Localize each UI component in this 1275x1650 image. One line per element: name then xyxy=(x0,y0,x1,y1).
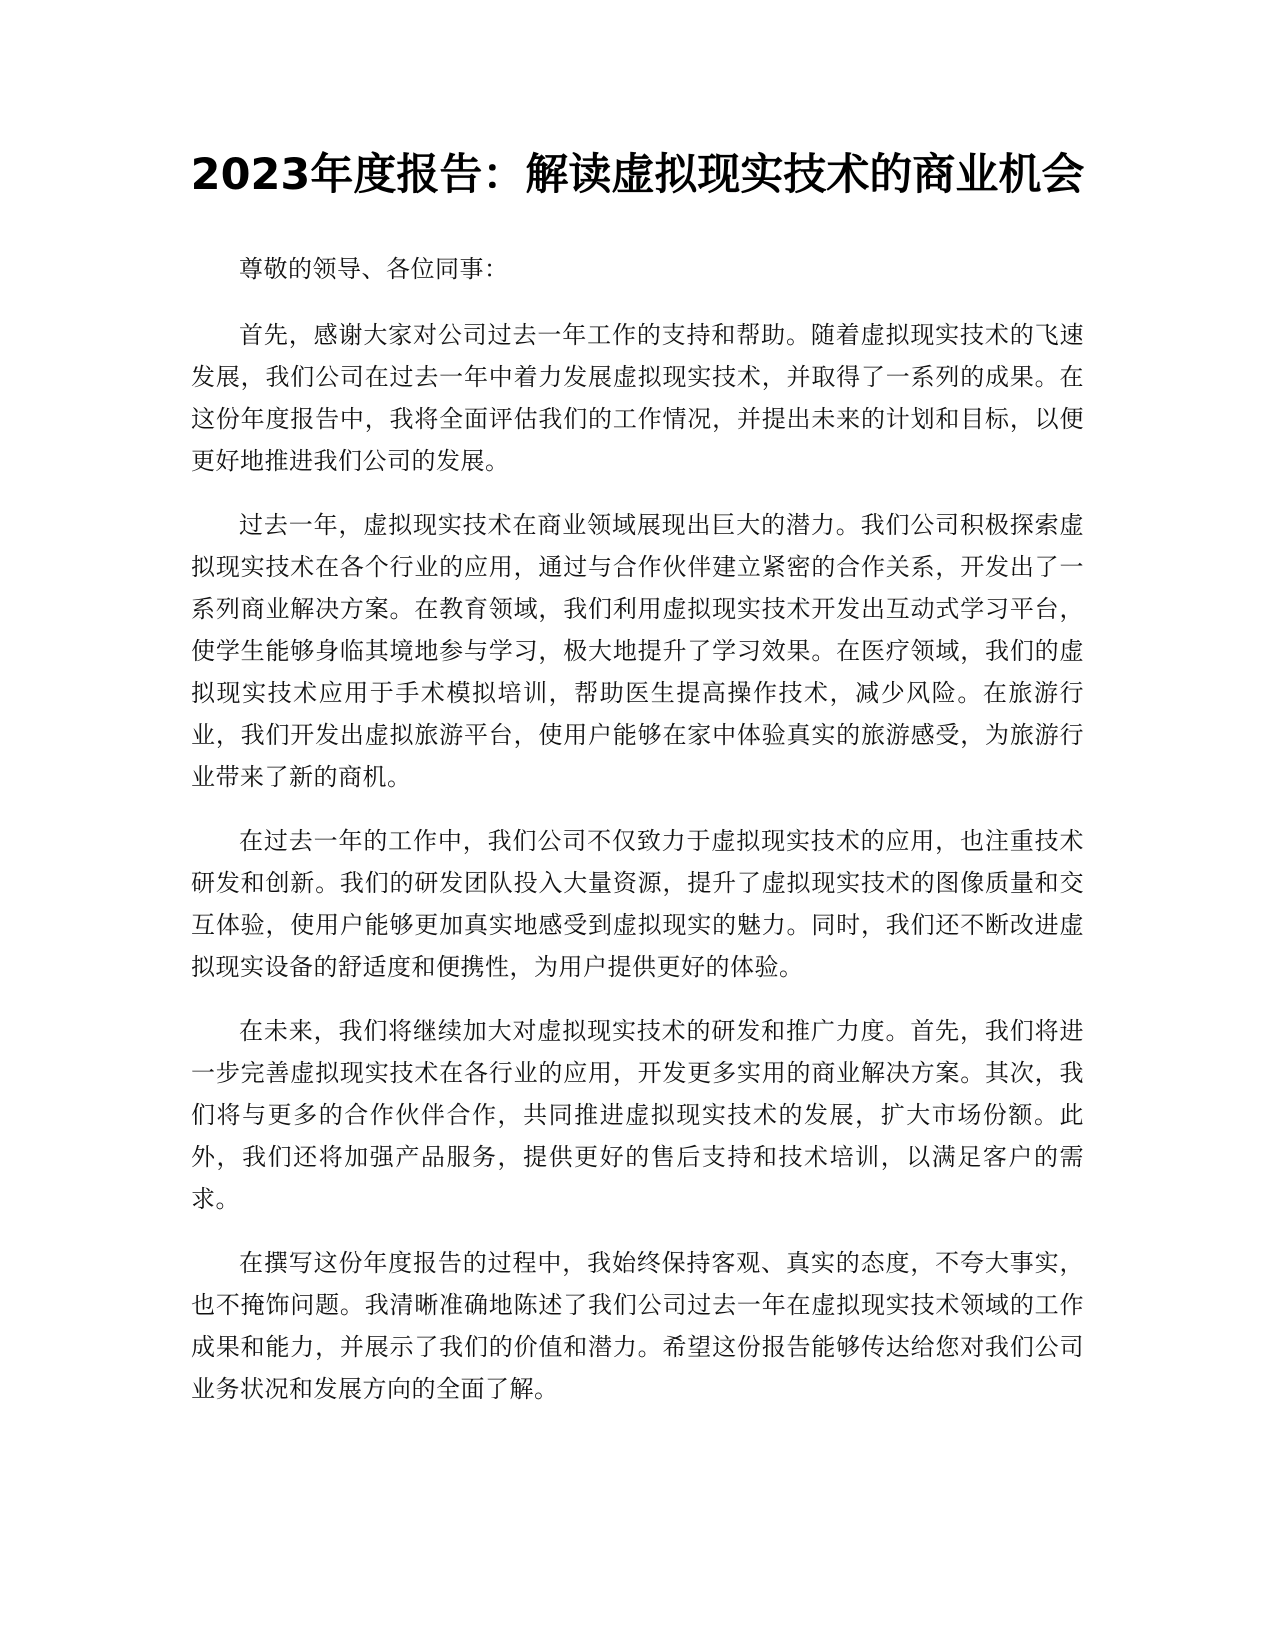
paragraph-2: 过去一年，虚拟现实技术在商业领域展现出巨大的潜力。我们公司积极探索虚拟现实技术在各个行业的应用，通过与合作伙伴建立紧密的合作关系，开发出了一系列商业解决方案。在教育领域，我们利用虚拟现实技术开发出互动式学习平台，使学生能够身临其境地参与学习，极大地提升了学习效果。在医疗领域，我们的虚拟现实技术应用于手术模拟培训，帮助医生提高操作技术，减少风险。在旅游行业，我们开发出虚拟旅游平台，使用户能够在家中体验真实的旅游感受，为旅游行业带来了新的商机。 xyxy=(191,511,1084,791)
paragraph-5: 在撰写这份年度报告的过程中，我始终保持客观、真实的态度，不夸大事实，也不掩饰问题。我清晰准确地陈述了我们公司过去一年在虚拟现实技术领域的工作成果和能力，并展示了我们的价值和潜力。希望这份报告能够传达给您对我们公司业务状况和发展方向的全面了解。 xyxy=(191,1249,1084,1403)
document-title: 2023年度报告：解读虚拟现实技术的商业机会 xyxy=(190,150,1085,200)
salutation: 尊敬的领导、各位同事： xyxy=(239,255,509,283)
paragraph-4: 在未来，我们将继续加大对虚拟现实技术的研发和推广力度。首先，我们将进一步完善虚拟现实技术在各行业的应用，开发更多实用的商业解决方案。其次，我们将与更多的合作伙伴合作，共同推进虚拟现实技术的发展，扩大市场份额。此外，我们还将加强产品服务，提供更好的售后支持和技术培训，以满足客户的需求。 xyxy=(191,1017,1084,1213)
paragraph-1: 首先，感谢大家对公司过去一年工作的支持和帮助。随着虚拟现实技术的飞速发展，我们公司在过去一年中着力发展虚拟现实技术，并取得了一系列的成果。在这份年度报告中，我将全面评估我们的工作情况，并提出未来的计划和目标，以便更好地推进我们公司的发展。 xyxy=(191,321,1084,475)
paragraph-3: 在过去一年的工作中，我们公司不仅致力于虚拟现实技术的应用，也注重技术研发和创新。我们的研发团队投入大量资源，提升了虚拟现实技术的图像质量和交互体验，使用户能够更加真实地感受到虚拟现实的魅力。同时，我们还不断改进虚拟现实设备的舒适度和便携性，为用户提供更好的体验。 xyxy=(191,827,1084,981)
